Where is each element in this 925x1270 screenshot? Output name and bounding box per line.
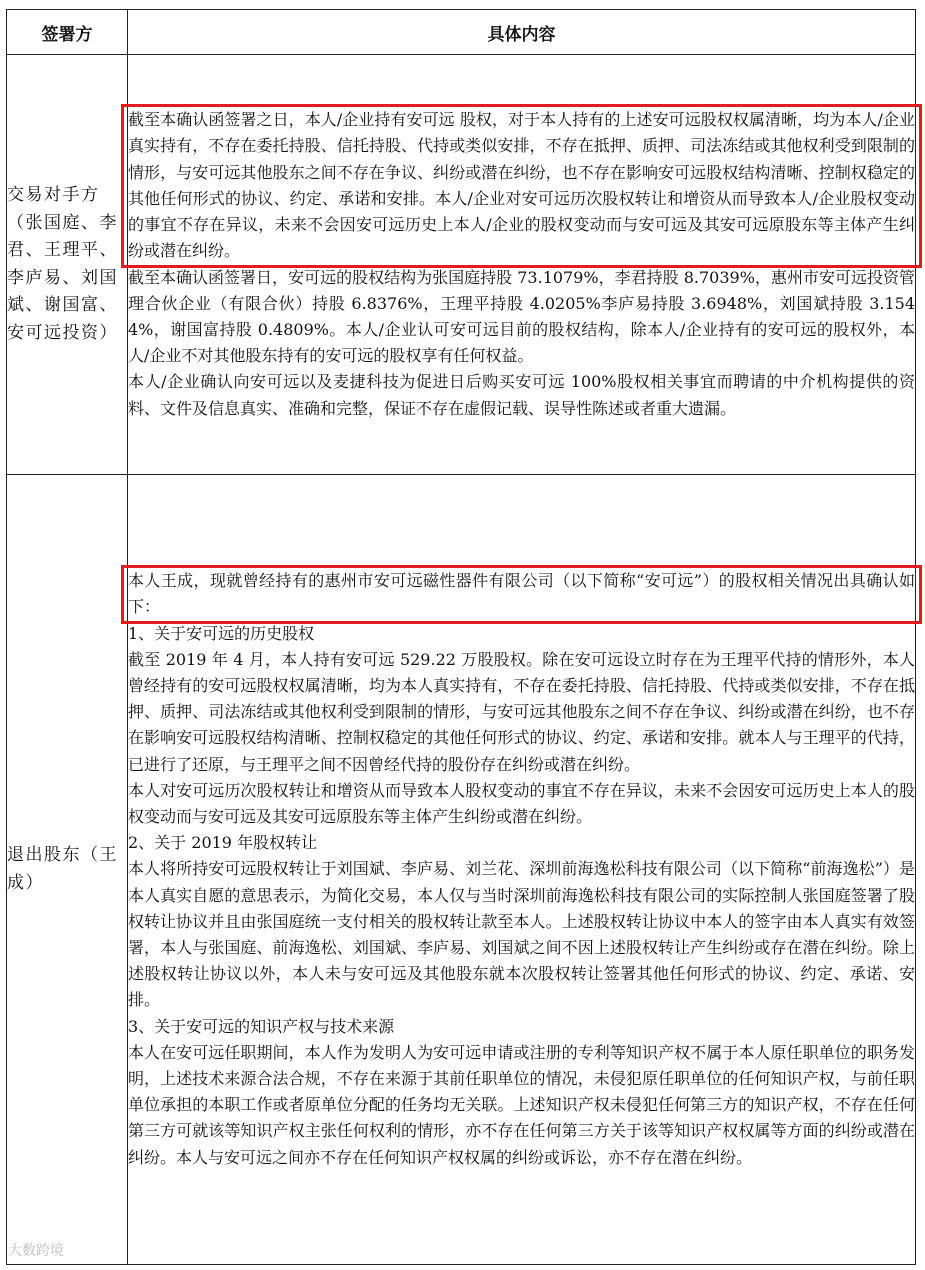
signatory-counterparties: 交易对手方（张国庭、李君、王理平、李庐易、刘国斌、谢国富、安可远投资） <box>7 55 128 475</box>
paragraph: 本人对安可远历次股权转让和增资从而导致本人股权变动的事宜不存在异议，未来不会因安可远历史上本人的股权变动而与安可远及其安可远原股东等主体产生纠纷或潜在纠纷。 <box>128 780 915 826</box>
paragraph: 截至本确认函签署日，安可远的股权结构为张国庭持股 73.1079%，李君持股 8.7039%，惠州市安可远投资管理合伙企业（有限合伙）持股 6.8376%，王理平持股 4.0205%李庐易持股 3.6948%，刘国斌持股 3.1544%，谢国富持股 0.4809%。本人/企业认可安可远目前的股权结构，除本人/企业持有的安可远的股权外，本人/企业不对其他股东持有的安可远的股权享有任何权益。 <box>128 267 915 366</box>
header-signatory: 签署方 <box>7 10 128 55</box>
paragraph: 截至 2019 年 4 月，本人持有安可远 529.22 万股股权。除在安可远设立时存在为王理平代持的情形外，本人曾经持有的安可远股权权属清晰，均为本人真实持有，不存在委托持股、信托持股、代持或类似安排，不存在抵押、质押、司法冻结或其他权利受到限制的情形，与安可远其他股东之间不存在争议、纠纷或潜在纠纷，也不存在影响安可远股权结构清晰、控制权稳定的其他任何形式的协议、约定、承诺和安排。就本人与王理平的代持，已进行了还原，与王理平之间不因曾经代持的股份存在纠纷或潜在纠纷。 <box>128 649 915 774</box>
section-heading: 2、关于 2019 年股权转让 <box>128 833 318 853</box>
highlighted-paragraph: 本人王成，现就曾经持有的惠州市安可远磁性器件有限公司（以下简称“安可远”）的股权相关情况出具确认如下： <box>124 568 919 620</box>
header-content: 具体内容 <box>128 10 916 55</box>
signatory-exiting-shareholder: 退出股东（王成） <box>7 475 128 1265</box>
content-exiting-shareholder <box>128 475 916 1265</box>
table-header-row <box>7 10 916 55</box>
paragraph: 本人在安可远任职期间，本人作为发明人为安可远申请或注册的专利等知识产权不属于本人原任职单位的职务发明，上述技术来源合法合规，不存在来源于其前任职单位的情况，未侵犯原任职单位的任何知识产权，与前任职单位承担的本职工作或者原单位分配的任务均无关联。上述知识产权未侵犯任何第三方的知识产权，不存在任何第三方可就该等知识产权主张任何权利的情形，亦不存在任何第三方关于该等知识产权权属等方面的纠纷或潜在纠纷。本人与安可远之间亦不存在任何知识产权权属的纠纷或诉讼，亦不存在潜在纠纷。 <box>128 1042 915 1167</box>
paragraph: 本人将所持安可远股权转让于刘国斌、李庐易、刘兰花、深圳前海逸松科技有限公司（以下简称“前海逸松”）是本人真实自愿的意思表示，为简化交易，本人仅与当时深圳前海逸松科技有限公司的实际控制人张国庭签署了股权转让协议并且由张国庭统一支付相关的股权转让款至本人。上述股权转让协议中本人的签字由本人真实有效签署，本人与张国庭、前海逸松、刘国斌、李庐易、刘国斌之间不因上述股权转让产生纠纷或存在潜在纠纷。除上述股权转让协议以外，本人未与安可远及其他股东就本次股权转让签署其他任何形式的协议、约定、承诺、安排。 <box>128 859 915 1010</box>
confirmation-table <box>6 9 916 1265</box>
table-row <box>7 55 916 475</box>
watermark-logo: 大数跨境 <box>8 1243 64 1259</box>
content-counterparties <box>128 55 916 475</box>
highlighted-paragraph: 截至本确认函签署之日，本人/企业持有安可远 股权，对于本人持有的上述安可远股权权属清晰，均为本人/企业真实持有，不存在委托持股、信托持股、代持或类似安排，不存在抵押、质押、司法冻结或其他权利受到限制的情形，与安可远其他股东之间不存在争议、纠纷或潜在纠纷，也不存在影响安可远股权结构清晰、控制权稳定的其他任何形式的协议、约定、承诺和安排。本人/企业对安可远历次股权转让和增资从而导致本人/企业股权变动的事宜不存在异议，未来不会因安可远历史上本人/企业的股权变动而与安可远及其安可远原股东等主体产生纠纷或潜在纠纷。 <box>124 107 919 264</box>
section-heading: 1、关于安可远的历史股权 <box>128 623 315 643</box>
paragraph: 本人/企业确认向安可远以及麦捷科技为促进日后购买安可远 100%股权相关事宜而聘请的中介机构提供的资料、文件及信息真实、准确和完整，保证不存在虚假记载、误导性陈述或者重大遗漏。 <box>128 372 915 418</box>
table-row <box>7 475 916 1265</box>
section-heading: 3、关于安可远的知识产权与技术来源 <box>128 1016 395 1036</box>
